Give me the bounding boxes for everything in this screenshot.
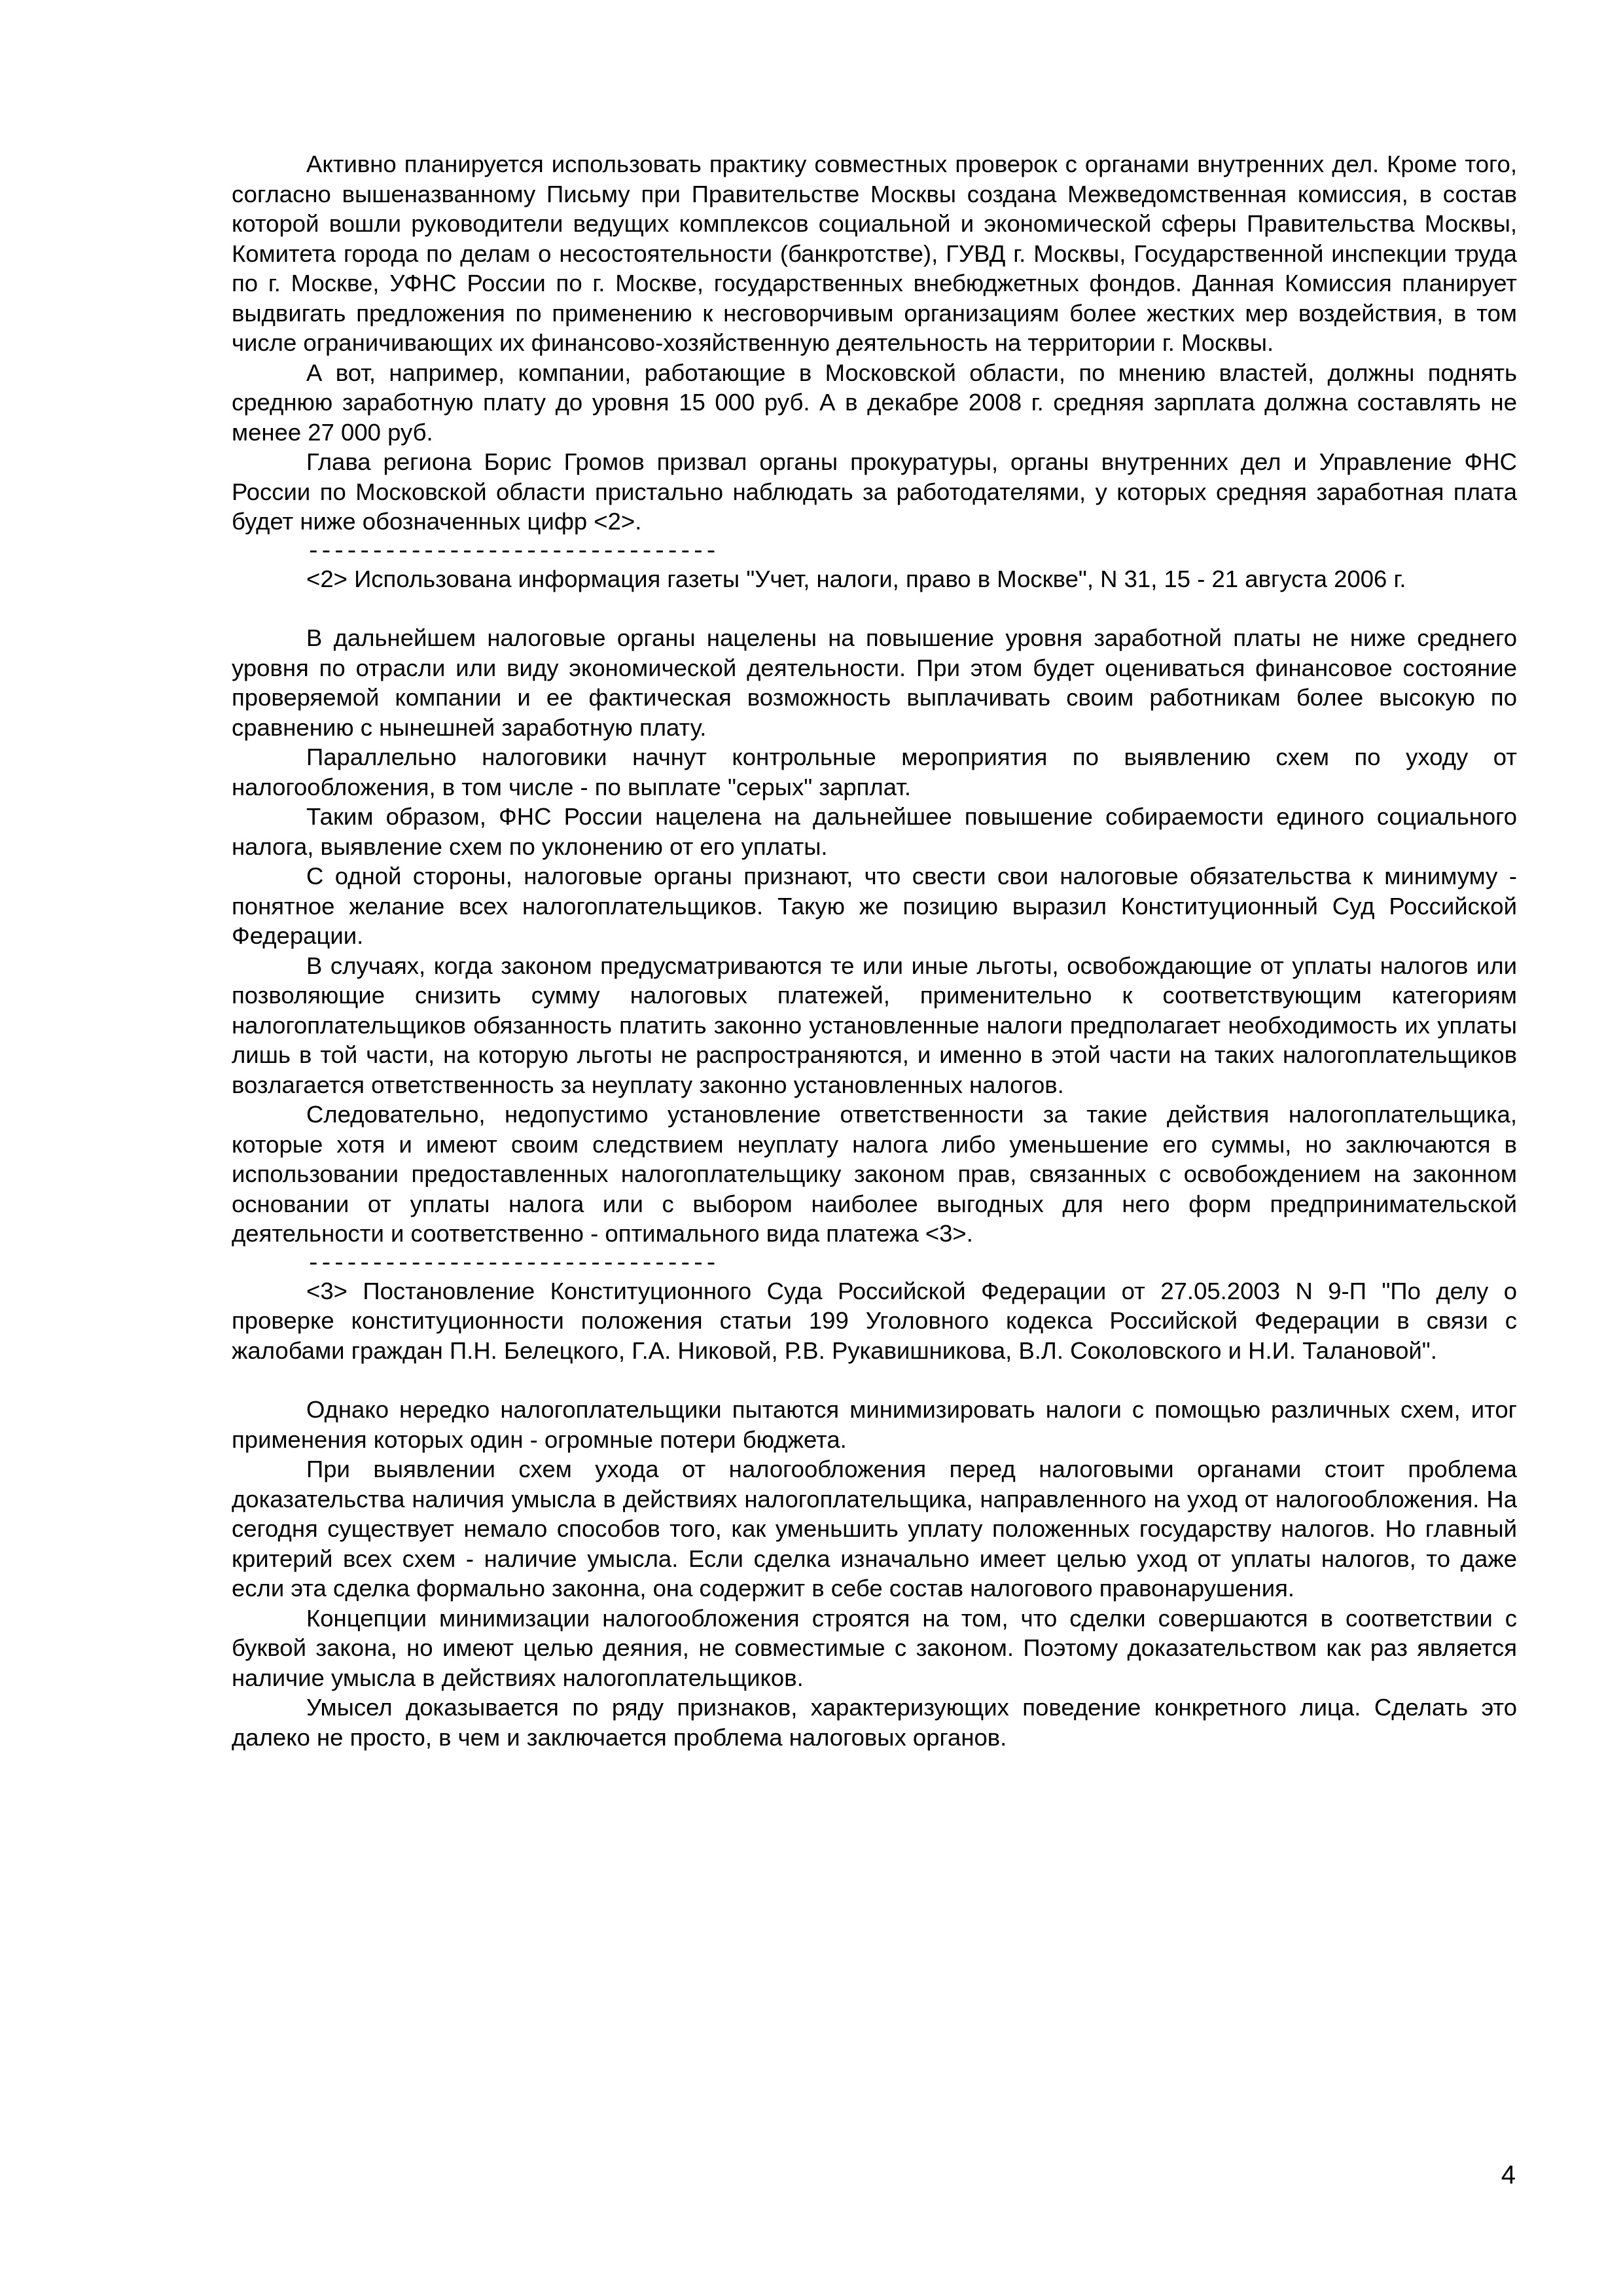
paragraph: В случаях, когда законом предусматриваются те или иные льготы, освобождающие от уплаты налогов или позволяющие снизить сумму налоговых платежей, применительно к соответствующим категориям налогоплательщиков обязанность платить законно установленные налоги предполагает необходимость их уплаты лишь в той части, на которую льготы не распространяются, и именно в этой части на таких налогоплательщиков возлагается ответственность за неуплату законно установленных налогов.	[232, 952, 1517, 1098]
paragraph: При выявлении схем ухода от налогообложения перед налоговыми органами стоит проблема доказательства наличия умысла в действиях налогоплательщика, направленного на уход от налогообложения. На сегодня существует немало способов того, как уменьшить уплату положенных государству налогов. Но главный критерий всех схем - наличие умысла. Если сделка изначально имеет целью уход от уплаты налогов, то даже если эта сделка формально законна, она содержит в себе состав налогового правонарушения.	[232, 1456, 1517, 1602]
paragraph: Глава региона Борис Громов призвал органы прокуратуры, органы внутренних дел и Управление ФНС России по Московской области пристально наблюдать за работодателями, у которых средняя заработная плата будет ниже обозначенных цифр <2>.	[232, 448, 1517, 535]
paragraph: Таким образом, ФНС России нацелена на дальнейшее повышение собираемости единого социального налога, выявление схем по уклонению от его уплаты.	[232, 803, 1517, 860]
paragraph: В дальнейшем налоговые органы нацелены на повышение уровня заработной платы не ниже среднего уровня по отрасли или виду экономической деятельности. При этом будет оцениваться финансовое состояние проверяемой компании и ее фактическая возможность выплачивать своим работникам более высокую по сравнению с нынешней заработную плату.	[232, 624, 1517, 741]
footnote-separator: --------------------------------	[306, 1251, 717, 1276]
page-number: 4	[1501, 2161, 1516, 2189]
spacer	[232, 594, 1517, 623]
page-body	[232, 149, 1517, 1752]
paragraph: Умысел доказывается по ряду признаков, характеризующих поведение конкретного лица. Сделать это далеко не просто, в чем и заключается проблема налоговых органов.	[232, 1694, 1517, 1751]
paragraph: Активно планируется использовать практику совместных проверок с органами внутренних дел. Кроме того, согласно вышеназванному Письму при Правительстве Москвы создана Межведомственная комиссия, в состав которой вошли руководители ведущих комплексов социальной и экономической сферы Правительства Москвы, Комитета города по делам о несостоятельности (банкротстве), ГУВД г. Москвы, Государственной инспекции труда по г. Москве, УФНС России по г. Москве, государственных внебюджетных фондов. Данная Комиссия планирует выдвигать предложения по применению к несговорчивым организациям более жестких мер воздействия, в том числе ограничивающих их финансово-хозяйственную деятельность на территории г. Москвы.	[232, 151, 1517, 356]
paragraph: С одной стороны, налоговые органы признают, что свести свои налоговые обязательства к минимуму - понятное желание всех налогоплательщиков. Такую же позицию выразил Конституционный Суд Российской Федерации.	[232, 863, 1517, 949]
paragraph: Параллельно налоговики начнут контрольные мероприятия по выявлению схем по уходу от налогообложения, в том числе - по выплате "серых" зарплат.	[232, 744, 1517, 800]
footnote-separator: --------------------------------	[306, 539, 717, 564]
paragraph: А вот, например, компании, работающие в Московской области, по мнению властей, должны поднять среднюю заработную плату до уровня 15 000 руб. А в декабре 2008 г. средняя зарплата должна составлять не менее 27 000 руб.	[232, 359, 1517, 446]
footnote-3: <3> Постановление Конституционного Суда Российской Федерации от 27.05.2003 N 9-П "По делу о проверке конституционности положения статьи 199 Уголовного кодекса Российской Федерации в связи с жалобами граждан П.Н. Белецкого, Г.А. Никовой, Р.В. Рукавишникова, В.Л. Соколовского и Н.И. Талановой".	[232, 1277, 1517, 1364]
footnote-2: <2> Использована информация газеты "Учет, налоги, право в Москве", N 31, 15 - 21 августа 2006 г.	[306, 565, 1406, 592]
paragraph: Концепции минимизации налогообложения строятся на том, что сделки совершаются в соответствии с буквой закона, но имеют целью деяния, не совместимые с законом. Поэтому доказательством как раз является наличие умысла в действиях налогоплательщиков.	[232, 1604, 1517, 1691]
spacer	[232, 1365, 1517, 1395]
paragraph: Следовательно, недопустимо установление ответственности за такие действия налогоплательщика, которые хотя и имеют своим следствием неуплату налога либо уменьшение его суммы, но заключаются в использовании предоставленных налогоплательщику законом прав, связанных с освобождением на законном основании от уплаты налога или с выбором наиболее выгодных для него форм предпринимательской деятельности и соответственно - оптимального вида платежа <3>.	[232, 1101, 1517, 1247]
paragraph: Однако нередко налогоплательщики пытаются минимизировать налоги с помощью различных схем, итог применения которых один - огромные потери бюджета.	[232, 1396, 1517, 1453]
